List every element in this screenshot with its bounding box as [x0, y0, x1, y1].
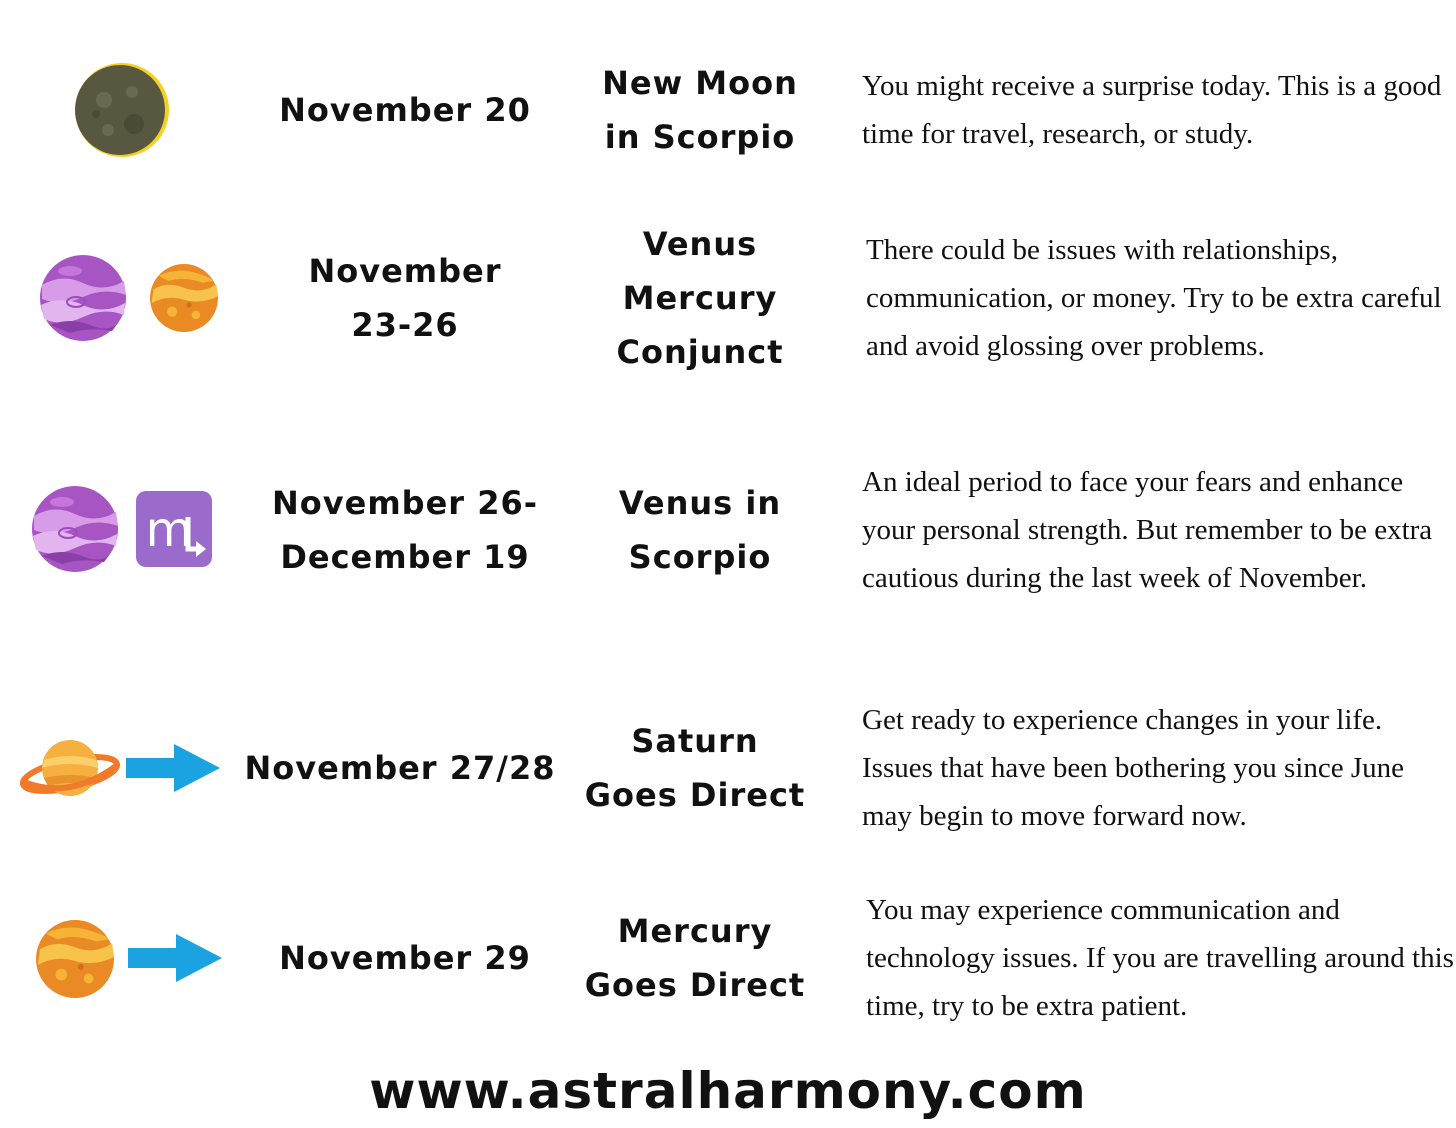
- event-date: November 20: [279, 91, 531, 129]
- scorpio-sign-icon: [136, 491, 212, 567]
- event-date: November 27/28: [244, 748, 556, 787]
- event-description: [866, 888, 1456, 1028]
- event-row: [0, 430, 1456, 630]
- event-description-text: You might receive a surprise today. This is a good time for travel, research, or study.: [862, 70, 1442, 150]
- venus-planet-icon: [40, 255, 126, 341]
- row-icons: [0, 200, 240, 395]
- event-date: November 26- December 19: [271, 484, 538, 576]
- event-title: New Moon in Scorpio: [602, 64, 798, 156]
- event-date: November 29: [279, 939, 531, 977]
- right-arrow-icon: [128, 934, 222, 982]
- row-icons: [0, 50, 240, 170]
- event-description-text: You may experience communication and technology issues. If you are travelling around this time, try to be extra patient.: [866, 894, 1454, 1022]
- event-row: [0, 50, 1456, 170]
- event-description: [862, 670, 1452, 865]
- svg-text:m: m: [145, 502, 193, 558]
- mercury-planet-icon: [36, 920, 114, 998]
- event-title: Venus Mercury Conjunct: [616, 224, 784, 371]
- website-footer[interactable]: www.astralharmony.com: [369, 1062, 1087, 1120]
- event-description: [866, 200, 1456, 395]
- event-title: Venus in Scorpio: [618, 484, 782, 576]
- new-moon-icon: [74, 62, 170, 158]
- saturn-planet-icon: [20, 736, 120, 800]
- event-title: Mercury Goes Direct: [584, 912, 806, 1004]
- event-date: November 23-26: [308, 251, 502, 344]
- event-description: [862, 50, 1452, 170]
- right-arrow-icon: [126, 744, 220, 792]
- event-description-text: An ideal period to face your fears and enhance your personal strength. But remember to be extra cautious during the last week of November.: [862, 466, 1433, 594]
- venus-planet-icon: [32, 486, 118, 572]
- row-icons: [0, 430, 240, 630]
- mercury-planet-icon: [150, 264, 218, 332]
- event-description: [862, 430, 1452, 630]
- row-icons: [0, 888, 240, 1028]
- event-row: [0, 200, 1456, 395]
- event-title: Saturn Goes Direct: [584, 721, 806, 814]
- row-icons: [0, 670, 240, 865]
- event-row: [0, 670, 1456, 865]
- event-description-text: There could be issues with relationships, communication, or money. Try to be extra careful and avoid glossing over problems.: [866, 233, 1442, 362]
- event-description-text: Get ready to experience changes in your life. Issues that have been bothering you since June may begin to move forward now.: [862, 703, 1404, 832]
- event-row: [0, 888, 1456, 1028]
